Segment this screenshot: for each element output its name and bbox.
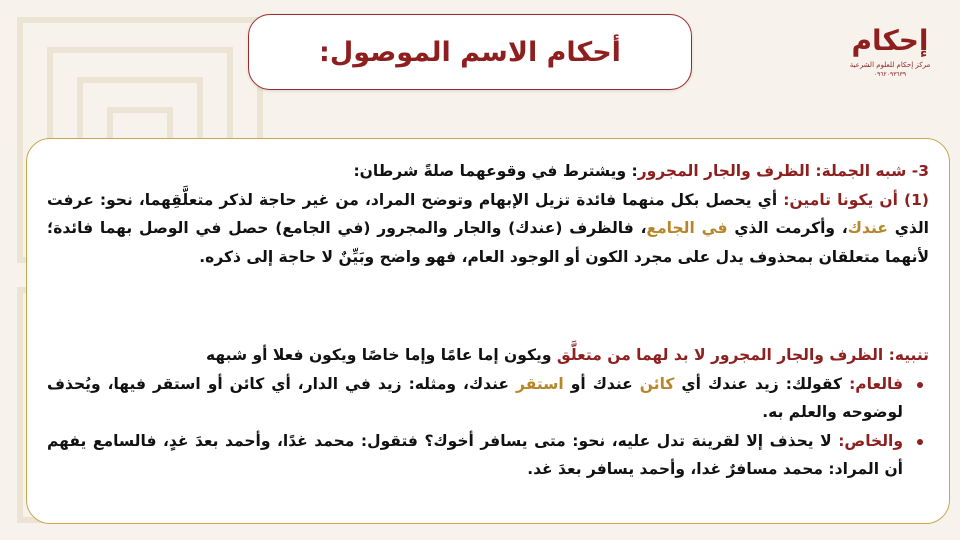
section-3-heading xyxy=(47,157,929,186)
example-fil-jami: في الجامع xyxy=(646,219,728,237)
section-rest: : ويشترط في وقوعهما صلةً شرطان: xyxy=(353,162,638,180)
list-item xyxy=(47,427,929,484)
condition-text-2: ، وأكرمت الذي xyxy=(727,219,848,237)
section-number: 3- شبه الجملة: xyxy=(809,162,929,180)
note-paragraph xyxy=(47,341,929,484)
condition-text-3: ، فالظرف (عندك) والجار والمجرور (في الجامع) حصل في الوصل بهما فائدة؛ لأنهما متعلقان بمحذوف يدل على مجرد الكون أو الوجود العام، فهو واضح وبَيِّنٌ لا حاجة إلى ذكره. xyxy=(47,219,929,266)
bullet-text: عندك، ومثله: زيد في الدار، أي كائن أو استقر فيها، ويُحذف لوضوحه والعلم به. xyxy=(47,374,903,421)
list-item xyxy=(47,370,929,427)
note-line xyxy=(47,341,929,370)
condition-1-label: (1) أن يكونا تامين: xyxy=(783,190,930,209)
logo xyxy=(846,22,934,100)
condition-1 xyxy=(47,186,929,272)
page-title: أحكام الاسم الموصول: xyxy=(319,36,621,68)
logo-mark: إحكام xyxy=(851,24,929,57)
example-kain: كائن xyxy=(639,374,675,393)
example-istaqarra: استقر xyxy=(516,374,564,393)
note-rest: ويكون إما عامًا وإما خاصًا ويكون فعلا أو شبهه xyxy=(205,346,557,364)
note-label: تنبيه: الظرف والجار المجرور لا بد لهما من متعلَّق xyxy=(556,346,929,364)
logo-subtitle: مركز إحكام للعلوم الشرعية xyxy=(849,61,931,69)
condition-text-1: أي يحصل بكل منهما فائدة تزيل الإبهام وتوضح المراد، من غير حاجة لذكر متعلَّقِهما، نحو: عرفت الذي xyxy=(47,190,929,237)
example-indak: عندك xyxy=(847,219,888,237)
logo-phone: ٠٩٦٢٠٩٣٦٣٩ xyxy=(873,71,907,78)
bullet-dot-icon xyxy=(917,382,923,388)
section-3-paragraph xyxy=(47,157,929,271)
section-term: الظرف والجار المجرور xyxy=(637,162,810,180)
note-bullets xyxy=(47,370,929,484)
bullet-label: والخاص: xyxy=(838,431,903,450)
bullet-dot-icon xyxy=(917,439,923,445)
bullet-text: عندك أو xyxy=(563,374,640,393)
bullet-text: كقولك: زيد عندك أي xyxy=(674,374,850,393)
bullet-label: فالعام: xyxy=(849,374,904,393)
title-banner xyxy=(248,14,692,90)
content-panel xyxy=(26,138,950,524)
bullet-text: لا يحذف إلا لقرينة تدل عليه، نحو: متى يسافر أخوك؟ فتقول: محمد غدًا، وأحمد بعدَ غدٍ، فالسامع يفهم أن المراد: محمد مسافرٌ غدا، وأحمد يسافر بعدَ غد. xyxy=(47,431,903,478)
